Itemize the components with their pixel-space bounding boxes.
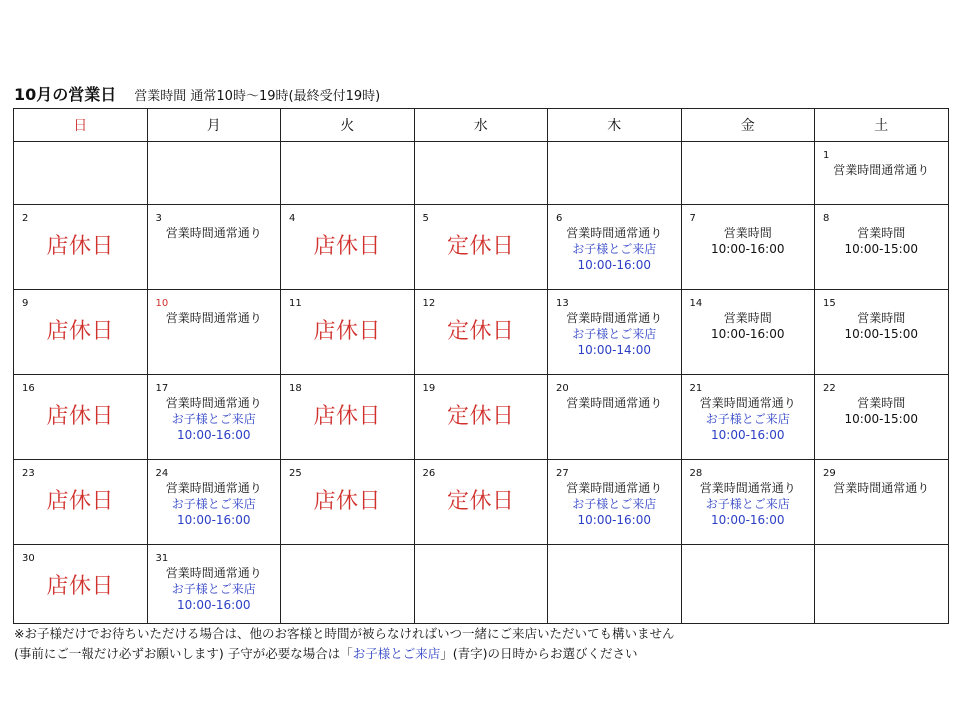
calendar-table — [13, 108, 949, 624]
day-cell — [14, 545, 148, 624]
closed-day-label: 店休日 — [313, 319, 381, 344]
hours-line: 営業時間通常通り — [833, 481, 930, 495]
week-row — [14, 142, 949, 205]
business-hours-note: 営業時間 通常10時〜19時(最終受付19時) — [134, 89, 381, 104]
day-cell — [14, 460, 148, 545]
day-number: 28 — [689, 468, 703, 479]
day-cell — [14, 205, 148, 290]
footnote-line-1: ※お子様だけでお待ちいただける場合は、他のお客様と時間が被らなければいつ一緒にご来店いただいても構いません — [14, 626, 675, 641]
day-cell — [414, 460, 548, 545]
day-number: 8 — [823, 213, 830, 224]
empty-day-cell — [548, 142, 682, 205]
empty-day-cell — [281, 142, 415, 205]
hours-line: 営業時間 — [723, 311, 772, 325]
day-cell — [681, 205, 815, 290]
closed-day-label: 店休日 — [46, 319, 114, 344]
day-number: 3 — [155, 213, 162, 224]
day-cell — [147, 205, 281, 290]
closed-day-label: 店休日 — [46, 234, 114, 259]
hours-line: 営業時間通常通り — [699, 481, 796, 495]
weekday-wed: 水 — [414, 109, 548, 142]
day-number: 30 — [22, 553, 35, 564]
closed-day-label: 定休日 — [446, 404, 515, 429]
kids-visit-line: 10:00-16:00 — [577, 258, 651, 272]
kids-visit-line: お子様とご来店 — [171, 412, 256, 426]
hours-line: 10:00-16:00 — [711, 242, 785, 256]
hours-line: 営業時間通常通り — [165, 481, 262, 495]
week-row — [14, 545, 949, 624]
weekday-sun: 日 — [14, 109, 148, 142]
day-cell — [414, 290, 548, 375]
hours-line: 営業時間通常通り — [833, 163, 930, 177]
empty-day-cell — [681, 545, 815, 624]
closed-day-label: 店休日 — [46, 404, 114, 429]
page-title: 10月の営業日 — [14, 85, 117, 104]
hours-line: 10:00-15:00 — [844, 412, 918, 426]
day-number: 17 — [155, 383, 169, 394]
day-cell — [548, 460, 682, 545]
hours-line: 営業時間 — [857, 396, 906, 410]
week-row — [14, 290, 949, 375]
day-number: 6 — [556, 213, 563, 224]
day-schedule — [148, 205, 281, 241]
day-number: 18 — [289, 383, 302, 394]
empty-day-cell — [815, 545, 949, 624]
day-schedule — [815, 205, 948, 257]
weekday-thu: 木 — [548, 109, 682, 142]
weekday-sat: 土 — [815, 109, 949, 142]
day-number: 27 — [556, 468, 569, 479]
day-number: 16 — [22, 383, 35, 394]
day-cell — [281, 375, 415, 460]
kids-visit-line: お子様とご来店 — [171, 582, 256, 596]
day-cell — [14, 290, 148, 375]
day-number: 13 — [556, 298, 569, 309]
kids-visit-line: 10:00-16:00 — [711, 513, 785, 527]
kids-visit-line: 10:00-16:00 — [177, 598, 251, 612]
day-cell — [14, 375, 148, 460]
hours-line: 10:00-15:00 — [844, 242, 918, 256]
day-cell — [815, 460, 949, 545]
closed-day-label: 定休日 — [446, 234, 515, 259]
footnote-line-2-post: 」(青字)の日時からお選びください — [440, 646, 638, 661]
calendar-header — [14, 82, 380, 108]
closed-day-label: 店休日 — [46, 574, 114, 599]
day-number: 24 — [155, 468, 169, 479]
closed-day-label: 店休日 — [313, 404, 381, 429]
hours-line: 10:00-16:00 — [711, 327, 785, 341]
footnote-line-2-pre: (事前にご一報だけ必ずお願いします) 子守が必要な場合は「 — [14, 646, 353, 661]
day-cell — [815, 290, 949, 375]
day-number: 12 — [422, 298, 436, 309]
weekday-header-row — [14, 109, 949, 142]
day-cell — [147, 375, 281, 460]
closed-day-label: 店休日 — [313, 489, 381, 514]
day-cell — [548, 375, 682, 460]
day-number: 14 — [689, 298, 703, 309]
day-number: 31 — [155, 553, 169, 564]
day-cell — [147, 290, 281, 375]
hours-line: 営業時間通常通り — [566, 396, 663, 410]
day-number: 7 — [689, 213, 696, 224]
day-cell — [681, 290, 815, 375]
day-number: 1 — [823, 150, 830, 161]
hours-line: 営業時間 — [857, 226, 906, 240]
kids-visit-line: お子様とご来店 — [171, 497, 256, 511]
day-schedule — [548, 205, 681, 273]
weekday-tue: 火 — [281, 109, 415, 142]
day-number: 11 — [289, 298, 302, 309]
day-cell — [681, 375, 815, 460]
day-cell — [548, 205, 682, 290]
day-schedule — [815, 142, 948, 178]
day-number: 2 — [22, 213, 29, 224]
hours-line: 営業時間通常通り — [165, 566, 262, 580]
weekday-mon: 月 — [147, 109, 281, 142]
hours-line: 営業時間通常通り — [165, 311, 262, 325]
hours-line: 営業時間通常通り — [165, 226, 262, 240]
hours-line: 10:00-15:00 — [844, 327, 918, 341]
closed-day-label: 定休日 — [446, 319, 515, 344]
hours-line: 営業時間 — [723, 226, 772, 240]
day-number: 9 — [22, 298, 29, 309]
day-cell — [281, 460, 415, 545]
hours-line: 営業時間 — [857, 311, 906, 325]
kids-visit-line: お子様とご来店 — [705, 497, 790, 511]
day-cell — [147, 545, 281, 624]
empty-day-cell — [414, 142, 548, 205]
kids-visit-line: 10:00-16:00 — [177, 513, 251, 527]
kids-visit-line: 10:00-16:00 — [577, 513, 651, 527]
day-number: 5 — [422, 213, 429, 224]
day-number: 21 — [689, 383, 703, 394]
hours-line: 営業時間通常通り — [566, 226, 663, 240]
day-number: 19 — [422, 383, 436, 394]
empty-day-cell — [414, 545, 548, 624]
footnote — [14, 624, 674, 664]
empty-day-cell — [548, 545, 682, 624]
empty-day-cell — [147, 142, 281, 205]
week-row — [14, 375, 949, 460]
day-cell — [147, 460, 281, 545]
day-cell — [414, 375, 548, 460]
empty-day-cell — [14, 142, 148, 205]
kids-visit-line: お子様とご来店 — [705, 412, 790, 426]
hours-line: 営業時間通常通り — [566, 481, 663, 495]
day-cell — [815, 205, 949, 290]
empty-day-cell — [281, 545, 415, 624]
day-cell — [281, 205, 415, 290]
day-number: 29 — [823, 468, 836, 479]
empty-day-cell — [681, 142, 815, 205]
hours-line: 営業時間通常通り — [165, 396, 262, 410]
kids-visit-line: 10:00-14:00 — [577, 343, 651, 357]
day-cell — [548, 290, 682, 375]
hours-line: 営業時間通常通り — [699, 396, 796, 410]
week-row — [14, 460, 949, 545]
day-cell — [815, 375, 949, 460]
day-schedule — [682, 205, 815, 257]
weekday-fri: 金 — [681, 109, 815, 142]
week-row — [14, 205, 949, 290]
day-number: 15 — [823, 298, 836, 309]
hours-line: 営業時間通常通り — [566, 311, 663, 325]
closed-day-label: 店休日 — [46, 489, 114, 514]
kids-visit-line: お子様とご来店 — [572, 242, 657, 256]
day-cell — [681, 460, 815, 545]
day-cell — [815, 142, 949, 205]
closed-day-label: 店休日 — [313, 234, 381, 259]
day-number: 23 — [22, 468, 35, 479]
day-number: 20 — [556, 383, 569, 394]
day-number: 10 — [155, 298, 169, 309]
day-number: 22 — [823, 383, 836, 394]
kids-visit-line: 10:00-16:00 — [177, 428, 251, 442]
footnote-line-2 — [14, 644, 674, 664]
kids-visit-line: お子様とご来店 — [572, 497, 657, 511]
day-cell — [414, 205, 548, 290]
day-cell — [281, 290, 415, 375]
day-number: 26 — [422, 468, 436, 479]
kids-visit-line: お子様とご来店 — [572, 327, 657, 341]
kids-visit-line: 10:00-16:00 — [711, 428, 785, 442]
closed-day-label: 定休日 — [446, 489, 515, 514]
footnote-kids-highlight: お子様とご来店 — [352, 646, 441, 661]
day-number: 25 — [289, 468, 302, 479]
day-number: 4 — [289, 213, 296, 224]
